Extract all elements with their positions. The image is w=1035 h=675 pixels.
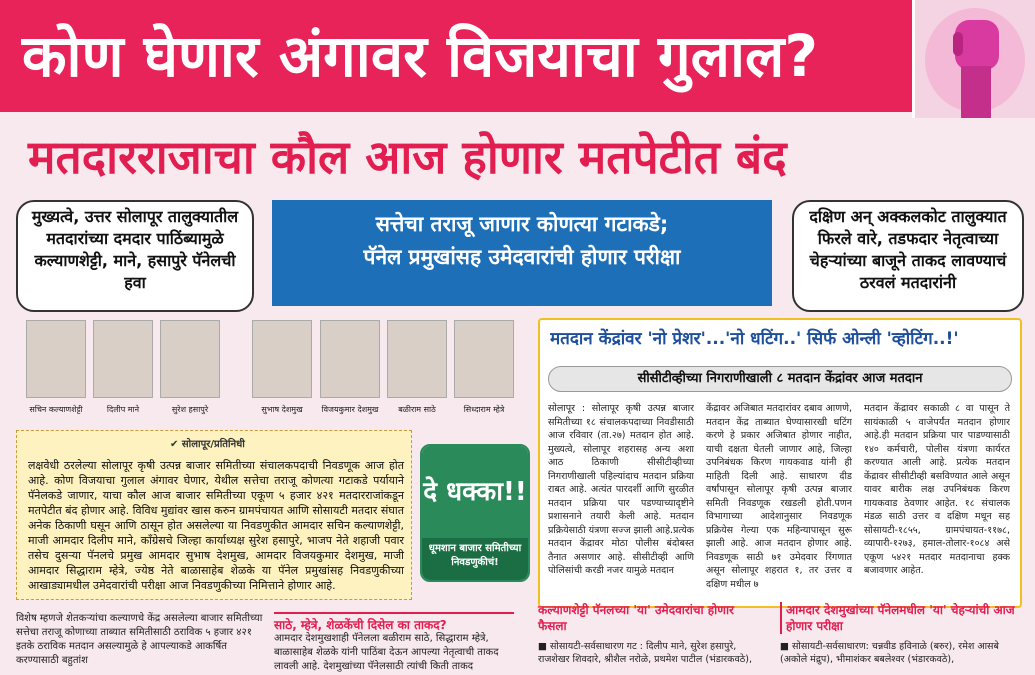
center-line-1: सत्तेचा तराजू जाणार कोणत्या गटाकडे; xyxy=(375,212,669,236)
voting-column-1: सोलापूर : सोलापूर कृषी उत्पन्न बाजार समितीच्या १८ संचालकपदाच्या निवडीसाठी आज रविवार (ता.२७) मतदान होत आहे. मुख्यत्वे, सोलापूर शहरासह अन्य अशा आठ ठिकाणी सीसीटीव्हीच्या निगराणीखाली पहिल्यांदाच मतदान प्रक्रिया राबत आहे. अत्यंत पारदर्शी आणि सुरळीत मतदान प्रक्रिया पार पडण्याच्यादृष्टीने प्रशासनाने तयारी केली आहे. मतदान प्रक्रियेसाठी यंत्रणा सज्ज झाली आहे.प्रत्येक मतदान केंद्रावर मोठा पोलीस बंदोबस्त तैनात असणार आहे. सीसीटीव्ही आणि पोलिसांची करडी नजर यामुळे मतदान xyxy=(548,403,694,576)
main-headline: कोण घेणार अंगावर विजयाचा गुलाल? xyxy=(0,0,912,112)
kalyanshetti-panel-body: ■ सोसायटी-सर्वसाधारण गट : दिलीप माने, सुरेश हसापुरे, राजशेखर शिवदारे, श्रीशैल नरोळे, प्रथमेश पाटील (भंडारकवठे), xyxy=(538,641,752,665)
saathe-heading: साठे, म्हेत्रे, शेळकेंची दिसेल का ताकद? xyxy=(274,612,514,633)
voting-subheadline: सीसीटीव्हीच्या निगराणीखाली ८ मतदान केंद्रांवर आज मतदान xyxy=(548,366,1012,392)
photo-caption: सुरेश हसापुरे xyxy=(171,405,209,414)
photo-caption: सिध्दाराम म्हेत्रे xyxy=(463,405,505,414)
candidate-photo xyxy=(26,320,86,398)
voting-headline: मतदान केंद्रांवर 'नो प्रेशर'...'नो धटिंग..' सिर्फ ओन्ली 'व्होटिंग..!' xyxy=(550,329,959,349)
sub-headline: मतदारराजाचा कौल आज होणार मतपेटीत बंद xyxy=(28,130,787,184)
logo-tagline: धूमशान बाजार समितीच्या निवडणुकीचं! xyxy=(422,538,528,582)
story-dateline: ✔ सोलापूर/प्रतिनिधी xyxy=(170,439,245,450)
candidate-photo xyxy=(160,320,220,398)
candidate-photo xyxy=(320,320,380,398)
left-highlight-box: मुख्यत्वे, उत्तर सोलापूर तालुक्यातील मतदारांच्या दमदार पाठिंब्यामुळे कल्याणशेट्टी, माने, हसापुरे पॅनेलची हवा xyxy=(16,200,254,312)
voting-column-2: केंद्रावर अजिबात मतदारांवर दबाव आणणे, मतदान केंद्र ताब्यात घेण्यासारखी धटिंग करणे हे प्रकार अजिबात होणार नाहीत, याची दक्षता घेतली जाणार आहे, जिल्हा उपनिबंधक किरण गायकवाड यांनी ही माहिती दिली आहे. साधारण दीड वर्षांपासून सोलापूर कृषी उत्पन्न बाजार समिती निवडणूक रखडली होती.पणन विभागाच्या आदेशानुसार निवडणूक प्रक्रियेस गेल्या एक महिन्यापासून सुरू झाली आहे. आज मतदान होणार आहे. निवडणूक साठी ७१ उमेदवार रिंगणात असून सोलापूर शहरात १, तर उत्तर व दक्षिण मधील ७ xyxy=(706,403,852,590)
right-highlight-box: दक्षिण अन् अक्कलकोट तालुक्यात फिरले वारे, तडफदार नेतृत्वाच्या चेहऱ्यांच्या बाजूने ताकद लावण्याचं ठरवलं मतदारांनी xyxy=(792,200,1024,312)
de-dhakka-logo xyxy=(420,444,530,582)
saathe-body: आमदार देशमुखशाही पॅनेलला बळीराम साठे, सिद्धाराम म्हेत्रे, बाळासाहेब शेळके यांनी पाठिंबा देऊन आपल्या नेतृत्वाची ताकद लावली आहे. देशमुखांच्या पॅनेलसाठी त्यांची किती ताकद xyxy=(274,633,499,672)
deshmukh-panel-heading: आमदार देशमुखांच्या पॅनेलमधील 'या' चेहऱ्यांची आज होणार परीक्षा xyxy=(780,602,1024,634)
center-line-2: पॅनेल प्रमुखांसह उमेदवारांची होणार परीक्षा xyxy=(363,245,681,269)
deshmukh-panel-body: ■ सोसायटी-सर्वसाधारण: चन्नवीड हविनाळे (बरुर), रमेश आसबे (अकोले मंद्रुप), भीमाशंकर बबलेश्वर (भंडारकवठे), xyxy=(780,641,999,665)
candidate-photo xyxy=(252,320,312,398)
photo-caption: बळीराम साठे xyxy=(398,405,436,414)
voting-column-3: मतदान केंद्रावर सकाळी ८ वा पासून ते सायंकाळी ५ वाजेपर्यंत मतदान होणार आहे.ही मतदान प्रक्रिया पार पाडण्यासाठी १४० कर्मचारी, पोलीस यंत्रणा कार्यरत करण्यात आली आहे. प्रत्येक मतदान केंद्रावर सीसीटीव्ही बसविण्यात आले असून यावर बारीक लक्ष उपनिबंधक किरण गायकवाड ठेवणार आहेत. १८ संचालक मंडळ साठी उत्तर व दक्षिण मधून सह सोसायटी-१८५५, ग्रामपंचायत-११७८, व्यापारी-१२७३, हमाल-तोलार-१०८४ असे एकूण ५४२१ मतदार मतदानाचा हक्क बजावणार आहेत. xyxy=(864,403,1010,576)
logo-title: दे धक्का!! xyxy=(422,446,528,538)
candidate-photo xyxy=(93,320,153,398)
photo-caption: सुभाष देशमुख xyxy=(261,405,303,414)
raised-fist-image xyxy=(912,0,1035,118)
center-highlight-box xyxy=(272,200,772,306)
candidate-photo xyxy=(387,320,447,398)
photo-caption: दिलीप माने xyxy=(106,405,140,414)
kalyanshetti-panel-heading: कल्याणशेट्टी पॅनलच्या 'या' उमेदवारांचा होणार फैसला xyxy=(538,603,734,633)
photo-caption: विजयकुमार देशमुख xyxy=(321,405,379,414)
candidate-photo xyxy=(454,320,514,398)
bottom-left-text: विशेष म्हणजे शेतकऱ्यांचा कल्याणचे केंद्र असलेल्या बाजार समितीच्या सत्तेचा तराजू कोणाच्या ताब्यात समितीसाठी ठराविक ५ हजार ४२१ इतके ठराविक मतदान असल्यामुळे हे आपल्याकडे आकर्षित करण्यासाठी बहुतांश xyxy=(16,613,263,666)
fist-icon xyxy=(915,0,1035,118)
photo-caption: सचिन कल्याणशेट्टी xyxy=(29,405,83,414)
story-body: लक्षवेधी ठरलेल्या सोलापूर कृषी उत्पन्न बाजार समितीच्या संचालकपदाची निवडणूक आज होत आहे. कोण विजयाचा गुलाल अंगावर घेणार, येथील सत्तेचा तराजू कोणत्या गटाकडे पर्यायाने पॅनेलकडे जाणार, याचा कौल आज बाजार समितीच्या एकूण ५ हजार ४२१ मतदारराजांकडून मतपेटीत बंद होणार आहे. विविध मुद्यांवर खास करुन ग्रामपंचायत आणि सोसायटी मतदार संघात अनेक ठिकाणी घसून आणि ठासून होत असलेल्या या निवडणुकीत आमदार सचिन कल्याणशेट्टी, माजी आमदार दिलीप माने, काँग्रेसचे जिल्हा कार्याध्यक्ष सुरेश हसापुरे, भाजप नेते शहाजी पवार तसेच दुसऱ्या पॅनलचे प्रमुख आमदार सुभाष देशमुख, आमदार विजयकुमार देशमुख, माजी आमदार सिद्धाराम म्हेत्रे, ज्येष्ठ नेते बाळासाहेब शेळके या पॅनेल प्रमुखांसह निवडणुकीच्या आखाड्यामधील उमेदवारांची परीक्षा आज निवडणुकीच्या निमित्ताने होणार आहे. xyxy=(28,459,404,592)
